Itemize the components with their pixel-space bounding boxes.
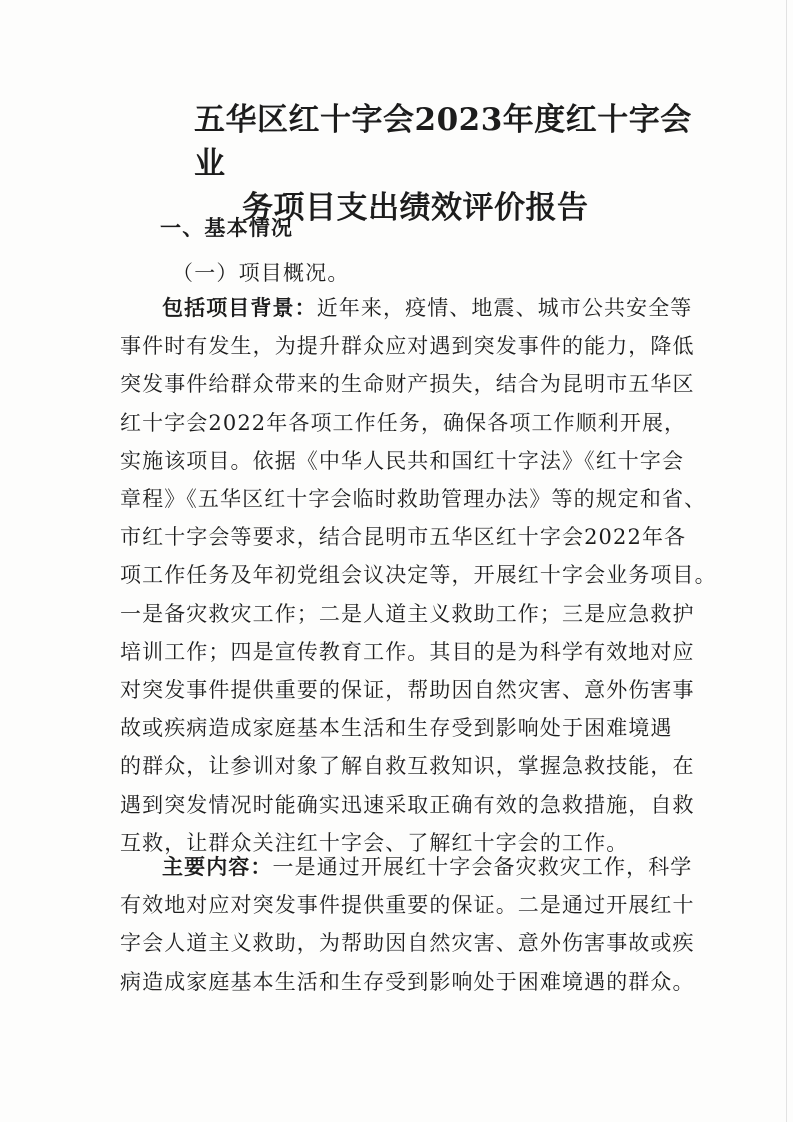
paragraph-line: 对突发事件提供重要的保证，帮助因自然灾害、意外伤害事	[120, 678, 695, 703]
paragraph-line: 项工作任务及年初党组会议决定等，开展红十字会业务项目。	[120, 563, 717, 588]
paragraph-lead: 包括项目背景：	[162, 296, 317, 320]
scan-edge-divider	[786, 0, 787, 1122]
paragraph-line: 病造成家庭基本生活和生存受到影响处于困难境遇的群众。	[120, 969, 695, 994]
paragraph-line: 字会人道主义救助，为帮助因自然灾害、意外伤害事故或疾	[120, 931, 695, 956]
title-line-2: 务项目支出绩效评价报告	[242, 190, 589, 226]
paragraph-line: 事件时有发生，为提升群众应对遇到突发事件的能力，降低	[120, 334, 695, 359]
paragraph-line: 红十字会2022年各项工作任务，确保各项工作顺利开展，	[120, 410, 687, 435]
paragraph-line: 互救，让群众关注红十字会、了解红十字会的工作。	[120, 830, 629, 855]
paragraph-lead: 主要内容：	[162, 855, 273, 879]
paragraph-line: 突发事件给群众带来的生命财产损失，结合为昆明市五华区	[120, 372, 695, 397]
paragraph-line-text: 一是通过开展红十字会备灾救灾工作，科学	[272, 855, 693, 879]
paragraph-line: 的群众，让参训对象了解自救互救知识，掌握急救技能，在	[120, 754, 695, 779]
paragraph-line: 遇到突发情况时能确实迅速采取正确有效的急救措施，自救	[120, 792, 695, 817]
paragraph-line: 实施该项目。依据《中华人民共和国红十字法》《红十字会	[120, 448, 685, 473]
paragraph-project-background	[120, 289, 717, 862]
paragraph-line: 市红十字会等要求，结合昆明市五华区红十字会2022年各	[120, 525, 687, 550]
paragraph-main-content	[120, 848, 695, 1001]
paragraph-line-text: 近年来，疫情、地震、城市公共安全等	[316, 296, 693, 320]
paragraph-line: 故或疾病造成家庭基本生活和生存受到影响处于困难境遇	[120, 716, 673, 741]
paragraph-line	[120, 289, 693, 327]
paragraph-line: 有效地对应对突发事件提供重要的保证。二是通过开展红十	[120, 893, 695, 918]
paragraph-line	[120, 848, 693, 886]
title-line-1: 五华区红十字会2023年度红十字会业	[194, 102, 692, 182]
section-heading: 一、基本情况	[160, 216, 294, 240]
paragraph-line: 章程》《五华区红十字会临时救助管理办法》等的规定和省、	[120, 487, 707, 512]
document-title	[150, 98, 710, 230]
subsection-heading: （一）项目概况。	[172, 261, 350, 285]
paragraph-line: 一是备灾救灾工作；二是人道主义救助工作；三是应急救护	[120, 601, 695, 626]
paragraph-line: 培训工作；四是宣传教育工作。其目的是为科学有效地对应	[120, 639, 695, 664]
